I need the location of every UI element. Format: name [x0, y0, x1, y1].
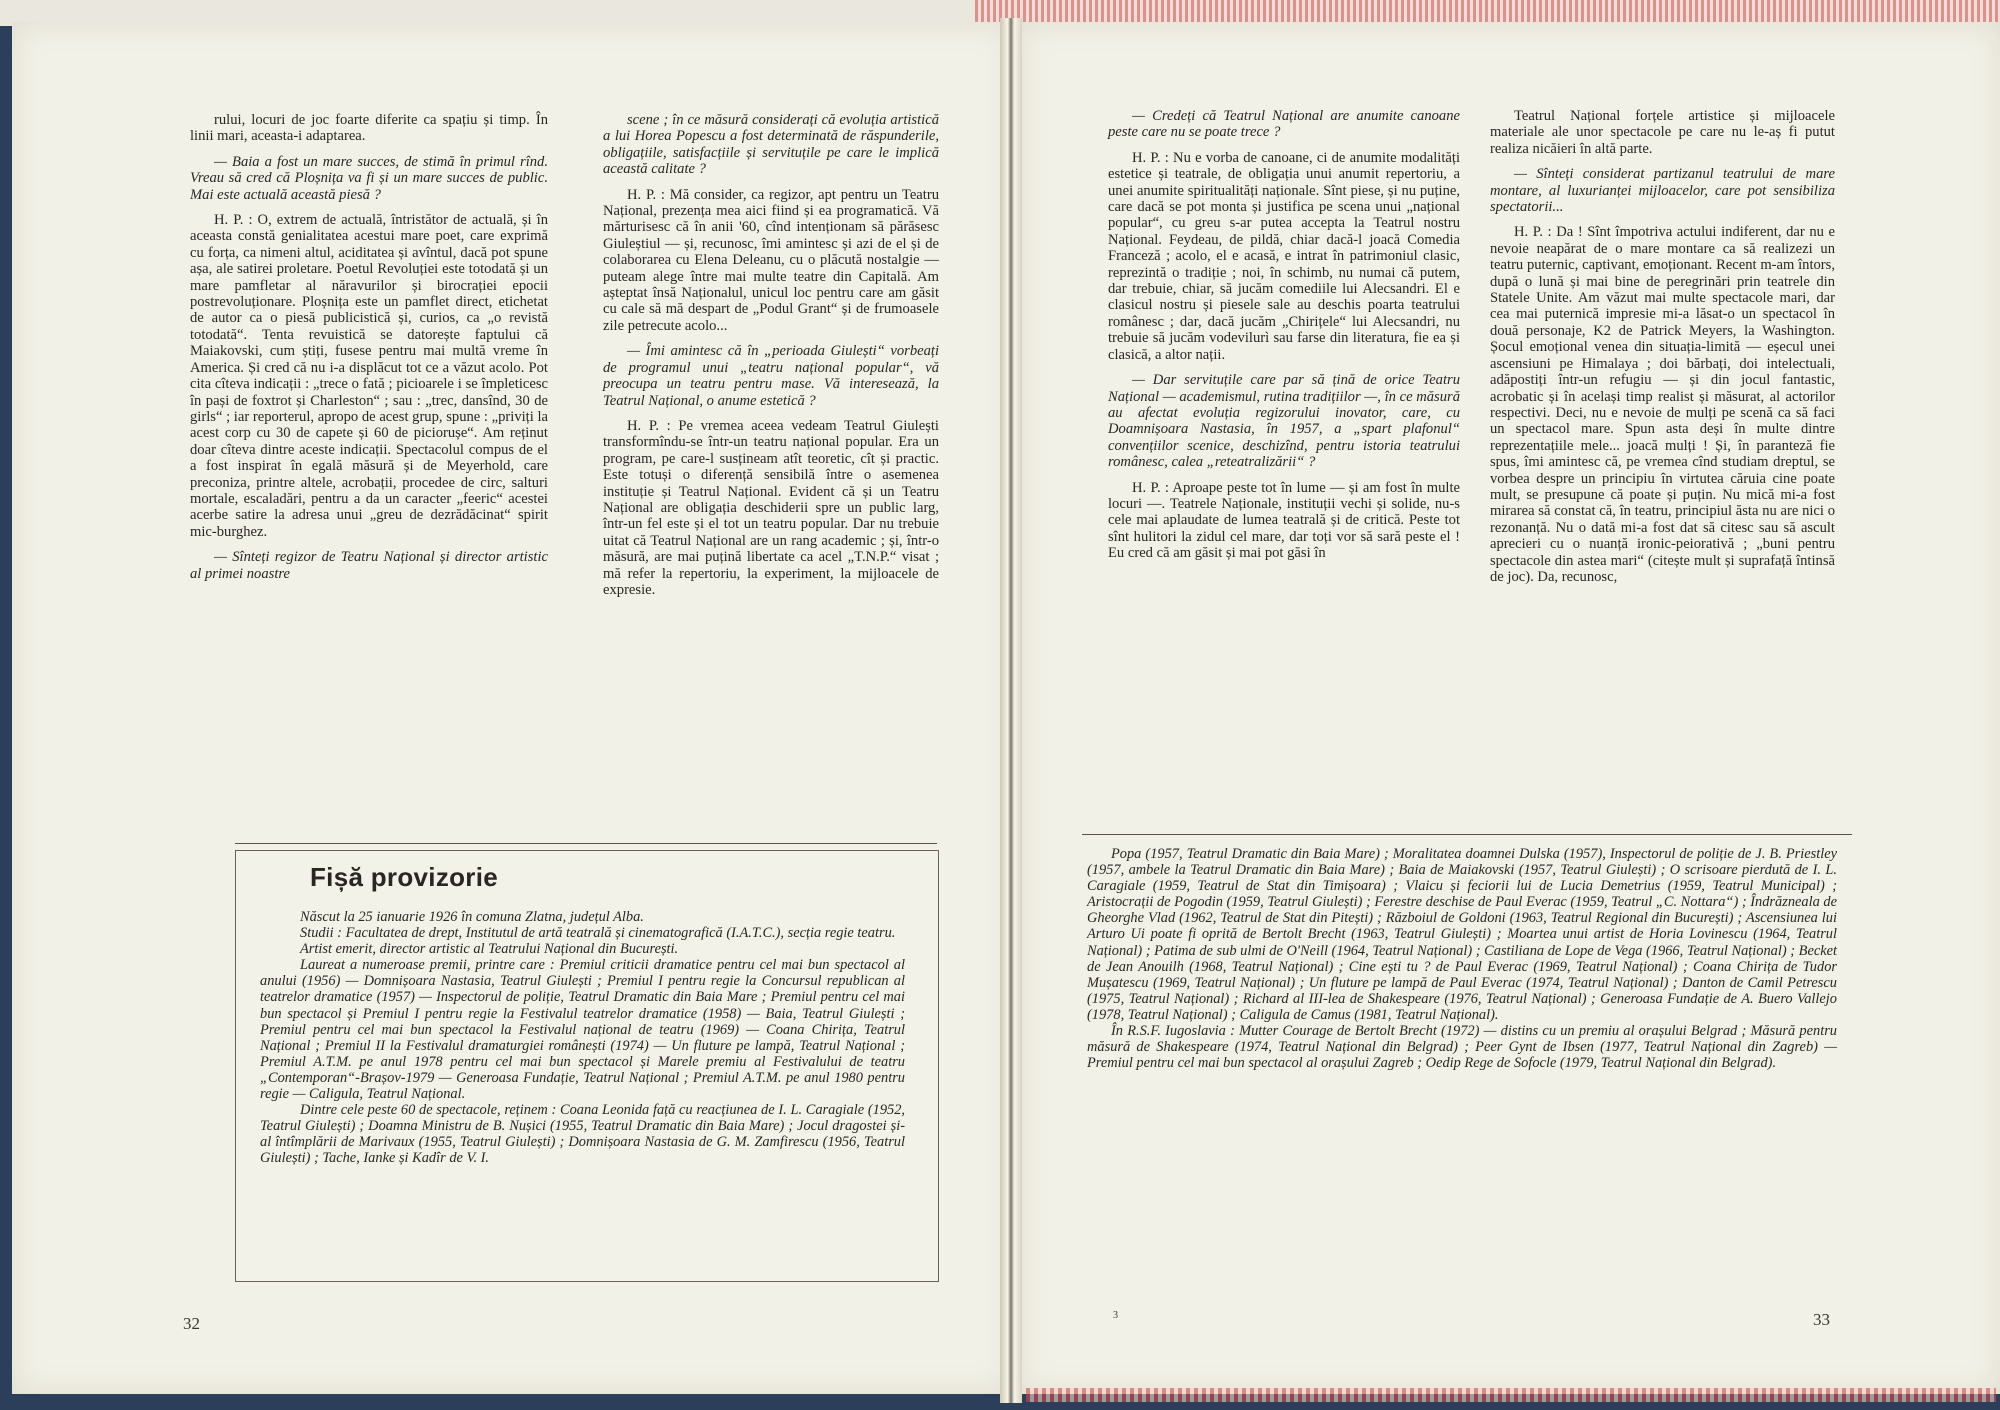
right-column-1 [1108, 108, 1460, 571]
paragraph: H. P. : Aproape peste tot în lume — și am fost în multe locuri —. Teatrele Naționale, instituții vechi și solide, nu-s cele mai aplaudate de lumea teatrală și de critică. Peste tot sînt hulitori la zidul cel mare, dar toți vor să sară peste el ! Eu cred că am găsit și mai pot găsi în [1108, 479, 1460, 562]
left-column-1 [190, 112, 548, 591]
book-gutter [1000, 18, 1022, 1403]
paragraph: H. P. : Pe vremea aceea vedeam Teatrul Giulești transformîndu-se într-un teatru național popular. Era un program, pe care-l susțineam atît teoretic, cît și practic. Este totuși o diferență sensibilă între o asemenea instituție și Teatrul Național. Evident că și un Teatru Național are obligația deschiderii spre un public larg, într-un fel este și el tot un teatru popular. Dar nu trebuie uitat că Teatrul Național are un rang academic ; și, într-o măsură, are mai puțină libertate ca acel „T.N.P.“ visat ; mă refer la repertoriu, la experiment, la mijloacele de expresie. [603, 417, 939, 598]
page-number-right: 33 [1813, 1310, 1830, 1329]
paragraph: scene ; în ce măsură considerați că evoluția artistică a lui Horea Popescu a fost determinată de răspunderile, obligațiile, satisfacțiile și servituțile pe care le implică această calitate ? [603, 112, 939, 178]
paragraph: rului, locuri de joc foarte diferite ca spațiu și timp. În linii mari, aceasta-i adaptarea. [190, 112, 548, 145]
left-section-divider [235, 843, 937, 844]
paragraph: — Dar servituțile care par să țină de orice Teatru Național — academismul, rutina tradițiilor —, în ce măsură au afectat evoluția regizorului inovator, care, cu Doamnișoara Nastasia, în 1957, a „spart plafonul“ convențiilor scenice, deschizînd, pentru istoria teatrului românesc, calea „reteatralizării“ ? [1108, 372, 1460, 471]
info-box-body [260, 909, 905, 1167]
paragraph: H. P. : O, extrem de actuală, întristător de actuală, și în aceasta constă genialitatea acestui mare poet, care exprimă cu forța, ca nimeni altul, aciditatea și avîntul, dacă pot spune așa, ale satirei proletare. Poetul Revoluției este totodată și un mare pamfletar al năravurilor și birocrației epocii postrevoluționare. Ploșnița este un pamflet direct, etichetat de autor ca o piesă publicistică și, curios, ca „o revistă totodată“. Tenta revuistică se datorește faptului că Maiakovski, cum știți, fusese pentru mai multă vreme în America. Și cred că nu i-a displăcut tot ce a văzut acolo. Pot cita cîteva indicații : „trece o fată ; picioarele i se împleticesc în pași de foxtrot și Charleston“ ; sau : „trec, dansînd, 30 de girls“ ; iar reporterul, apropo de acest grup, spune : „priviți la acest corp cu 30 de capete și 60 de piciorușe“. Am reținut doar cîteva dintre aceste indicații. Spectacolul compus de el a fost inspirat în egală măsură și de Meyerhold, care preconiza, printre altele, acrobații, procedee de circ, salturi mortale, escaladări, pentru a da un caracter „feeric“ acestei acerbe satire la adresa unui „greu de dezrădăcinat“ spirit mic-burghez. [190, 212, 548, 540]
paragraph: H. P. : Nu e vorba de canoane, ci de anumite modalități estetice și teatrale, de obligația unui anumit repertoriu, a unei anumite spiritualități naționale. Sînt piese, și nu puține, care dacă se pot monta și justifica pe scena unui „național popular“, cu greu s-ar putea accepta la Teatrul nostru Național. Feydeau, de pildă, chiar dacă-l joacă Comedia Franceză ; acolo, el e acasă, e intrat în patrimoniul clasic, reprezintă o tradiție ; noi, în schimb, nu numai că putem, dar trebuie, chiar, să jucăm comediile lui Alecsandri. El e clasicul nostru și piesele sale au deschis poarta teatrului românesc ; dar, dacă jucăm „Chirițele“ lui Alecsandri, nu trebuie să jucăm vodevilurì sau farse din literatura, fie ea și clasică, a altor nații. [1108, 149, 1460, 363]
info-box-paragraph: Laureat a numeroase premii, printre care : Premiul criticii dramatice pentru cel mai bun spectacol al anului (1956) — Domnișoara Nastasia, Teatrul Giulești ; Premiul I pentru regie la Concursul republican al teatrelor dramatice (1957) — Inspectorul de poliție, Teatrul Dramatic din Baia Mare ; Premiul pentru cel mai bun spectacol și Premiul I pentru regie la Festivalul teatrelor dramatice (1958) — Baia, Teatrul Giulești ; Premiul pentru cel mai bun spectacol la Festivalul național de teatru (1969) — Coana Chirița, Teatrul Național ; Premiul II la Festivalul dramaturgiei românești (1974) — Un fluture pe lampă, Teatrul Național ; Premiul A.T.M. pe anul 1978 pentru cel mai bun spectacol și Marele premiu al Festivalului de teatru „Contemporan“-Brașov-1979 — Generoasa Fundație, Teatrul Național ; Premiul A.T.M. pe anul 1980 pentru regie — Caligula, Teatrul Național. [260, 957, 905, 1103]
left-column-2 [603, 112, 939, 607]
book-bottom-edge [1026, 1388, 1996, 1402]
paragraph: Teatrul Național forțele artistice și mijloacele materiale ale unor spectacole pe care nu le-aș fi putut realiza nicăieri în altă parte. [1490, 108, 1835, 157]
book-page-edges [975, 0, 2000, 24]
paragraph: — Credeți că Teatrul Național are anumite canoane peste care nu se poate trece ? [1108, 108, 1460, 141]
info-box-paragraph: Născut la 25 ianuarie 1926 în comuna Zlatna, județul Alba. [300, 909, 644, 925]
right-section-divider [1082, 834, 1852, 835]
info-box-paragraph: Dintre cele peste 60 de spectacole, reținem : Coana Leonida față cu reacțiunea de I. L. Caragiale (1952, Teatrul Giulești) ; Doamna Ministru de B. Nușici (1955, Teatrul Dramatic din Baia Mare) ; Jocul dragostei și-al întîmplării de Marivaux (1955, Teatrul Giulești) ; Domnișoara Nastasia de G. M. Zamfirescu (1956, Teatrul Giulești) ; Tache, Ianke și Kadîr de V. I. [260, 1102, 905, 1167]
bottom-paragraph: În R.S.F. Iugoslavia : Mutter Courage de Bertolt Brecht (1972) — distins cu un premiu al orașului Belgrad ; Măsură pentru măsură de Shakespeare (1974, Teatrul Național din Belgrad) ; Peer Gynt de Ibsen (1977, Teatrul Național din Zagreb) — Premiul pentru cel mai bun spectacol al orașului Zagreb ; Oedip Rege de Sofocle (1979, Teatrul Național din Belgrad). [1087, 1023, 1837, 1072]
info-box [235, 850, 939, 1282]
info-box-title: Fișă provizorie [310, 862, 498, 892]
paragraph: H. P. : Da ! Sînt împotriva actului indiferent, dar nu e nevoie neapărat de o mare montare ca să realizezi un teatru puternic, captivant, emoționant. Recent m-am întors, după o lună și mai bine de peregrinări prin teatrele din Statele Unite. Am văzut mai multe spectacole mari, dar cea mai puternică impresie mi-a lăsat-o un spectacol în două personaje, K2 de Patrick Meyers, la Washington. Șocul emoțional venea din situația-limită — eșecul unei ascensiuni pe Himalaya ; doi bărbați, doi intelectuali, adăpostiți într-un refugiu — și din jocul fantastic, acrobatic și în același timp realist și măsurat, al actorilor respectivi. Deci, nu e nevoie de mulți pe scenă ca să faci un spectacol mare. Spun asta deși în multe dintre reprezentațiile mele... joacă mulți ! Și, în paranteză fie spus, îmi amintesc că, pe vremea cînd studiam dreptul, se vorbea despre un principiu în virtutea căruia cine poate mult, se presupune că poate și puțin. Nu mică mi-a fost mirarea să constat că, în teatru, principiul ăsta nu are nici o rezonanță. Nu o dată mi-a fost dat să citesc sau să ascult aprecieri cu o nuanță ironic-peiorativă ; „buni pentru spectacole din astea mari“ (citește mult și suprafață întinsă de joc). Da, recunosc, [1490, 224, 1835, 585]
right-bottom-text [1087, 846, 1837, 1071]
paragraph: — Sînteți regizor de Teatru Național și director artistic al primei noastre [190, 549, 548, 582]
print-mark: 3 [1113, 1310, 1118, 1321]
info-box-paragraph: Artist emerit, director artistic al Teatrului Național din București. [300, 941, 679, 958]
paragraph: — Îmi amintesc că în „perioada Giulești“ vorbeați de programul unui „teatru național popular“, vă preocupa un teatru pentru mase. Vă interesează, la Teatrul Național, o anume estetică ? [603, 343, 939, 409]
right-column-2 [1490, 108, 1835, 594]
paragraph: H. P. : Mă consider, ca regizor, apt pentru un Teatru Național, prezența mea aici fiind și ea programatică. Vă mărturisesc că în anii '60, cînd intenționam să părăsesc Giuleștiul — și, recunosc, îmi amintesc și azi de el și de colaborarea cu Elena Deleanu, cu o plăcută nostalgie — puteam alege între mai multe teatre din Capitală. Am așteptat însă Naționalul, unicul loc pentru care am găsit cu cale să mă despart de „Podul Grant“ și de frumoasele zile petrecute acolo... [603, 186, 939, 334]
bottom-paragraph: Popa (1957, Teatrul Dramatic din Baia Mare) ; Moralitatea doamnei Dulska (1957), Inspectorul de poliție de J. B. Priestley (1957, ambele la Teatrul Dramatic din Baia Mare) ; Baia de Maiakovski (1957, Teatrul Giulești) ; O scrisoare pierdută de I. L. Caragiale (1959, Teatrul de Stat din Timișoara) ; Vlaicu și feciorii lui de Lucia Demetrius (1959, Teatrul Municipal) ; Aristocrații de Pogodin (1959, Teatrul Giulești) ; Ferestre deschise de Paul Everac (1959, Teatrul „C. Nottara“) ; Îndrăzneala de Gheorghe Vlad (1962, Teatrul de Stat din Pitești) ; Războiul de Goldoni (1963, Teatrul Regional din București) ; Ascensiunea lui Arturo Ui poate fi oprită de Bertolt Brecht (1963, Teatrul Giulești) ; Moartea unui artist de Horia Lovinescu (1964, Teatrul Național) ; Patima de sub ulmi de O'Neill (1964, Teatrul Național) ; Castiliana de Lope de Vega (1966, Teatrul Național) ; Becket de Jean Anouilh (1968, Teatrul Național) ; Cine ești tu ? de Paul Everac (1969, Teatrul Național) ; Coana Chirița de Tudor Mușatescu (1969, Teatrul Național) ; Un fluture pe lampă de Paul Everac (1974, Teatrul Național) ; Danton de Camil Petrescu (1975, Teatrul Național) ; Richard al III-lea de Shakespeare (1976, Teatrul Național) ; Generoasa Fundație de A. Buero Vallejo (1978, Teatrul Național) ; Caligula de Camus (1981, Teatrul Național). [1087, 846, 1837, 1023]
paragraph: — Baia a fost un mare succes, de stimă în primul rînd. Vreau să cred că Ploșnița va fi și un mare succes de public. Mai este actuală această piesă ? [190, 153, 548, 203]
paragraph: — Sînteți considerat partizanul teatrului de mare montare, al luxurianței mijloacelor, care pot sensibiliza spectatorii... [1490, 166, 1835, 216]
info-box-paragraph: Studii : Facultatea de drept, Institutul de artă teatrală și cinematografică (I.A.T.C.), secția regie teatru. [300, 925, 896, 942]
page-number-left: 32 [183, 1314, 200, 1333]
